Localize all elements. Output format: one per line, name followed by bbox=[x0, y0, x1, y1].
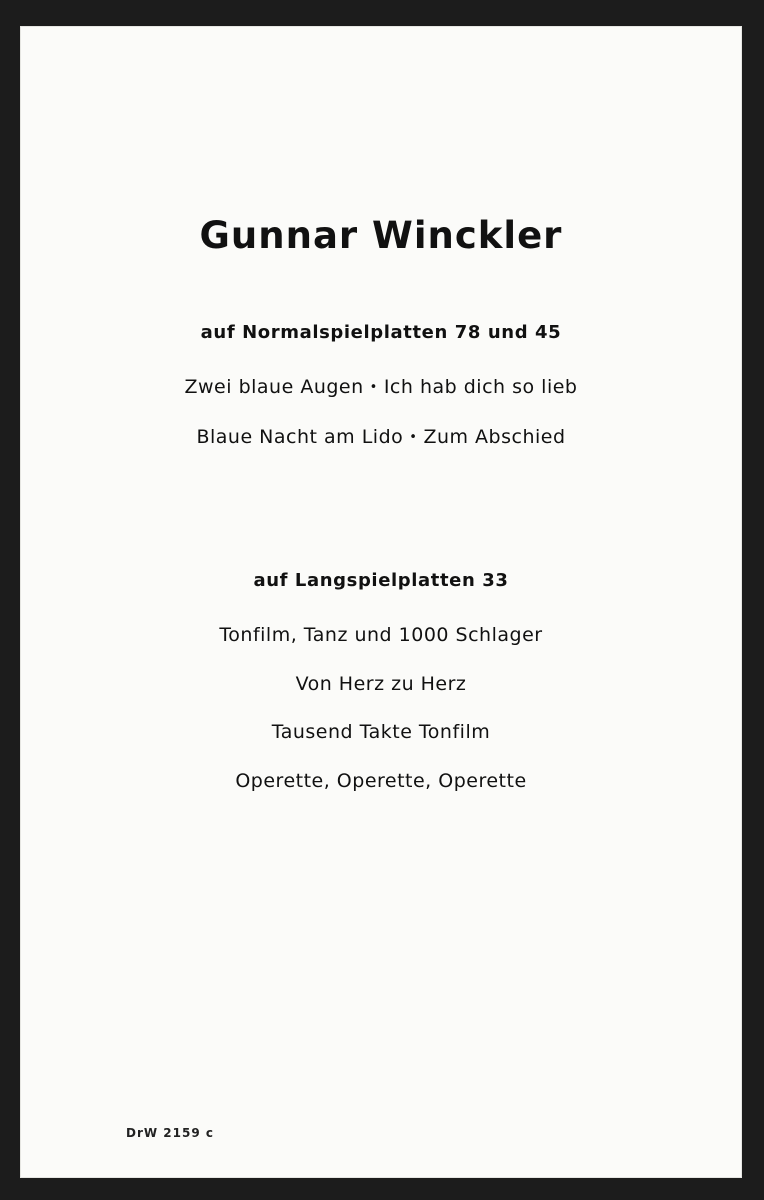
album-title: Tonfilm, Tanz und 1000 Schlager bbox=[219, 624, 543, 646]
section-heading-normalspielplatten: auf Normalspielplatten 78 und 45 bbox=[200, 322, 562, 343]
album-title: Tausend Takte Tonfilm bbox=[271, 721, 491, 743]
bullet-separator: • bbox=[409, 430, 418, 445]
album-title: Von Herz zu Herz bbox=[295, 673, 467, 695]
song-title: Zwei blaue Augen bbox=[184, 376, 364, 398]
song-row bbox=[20, 376, 742, 398]
print-code: DrW 2159 c bbox=[126, 1126, 214, 1140]
song-title: Ich hab dich so lieb bbox=[383, 376, 578, 398]
artist-title: Gunnar Winckler bbox=[199, 214, 563, 257]
section-heading-langspielplatten: auf Langspielplatten 33 bbox=[253, 570, 509, 591]
album-title: Operette, Operette, Operette bbox=[235, 770, 527, 792]
bullet-separator: • bbox=[369, 380, 378, 395]
song-title: Zum Abschied bbox=[423, 426, 566, 448]
song-row bbox=[20, 426, 742, 448]
record-card bbox=[20, 26, 742, 1178]
song-title: Blaue Nacht am Lido bbox=[196, 426, 404, 448]
